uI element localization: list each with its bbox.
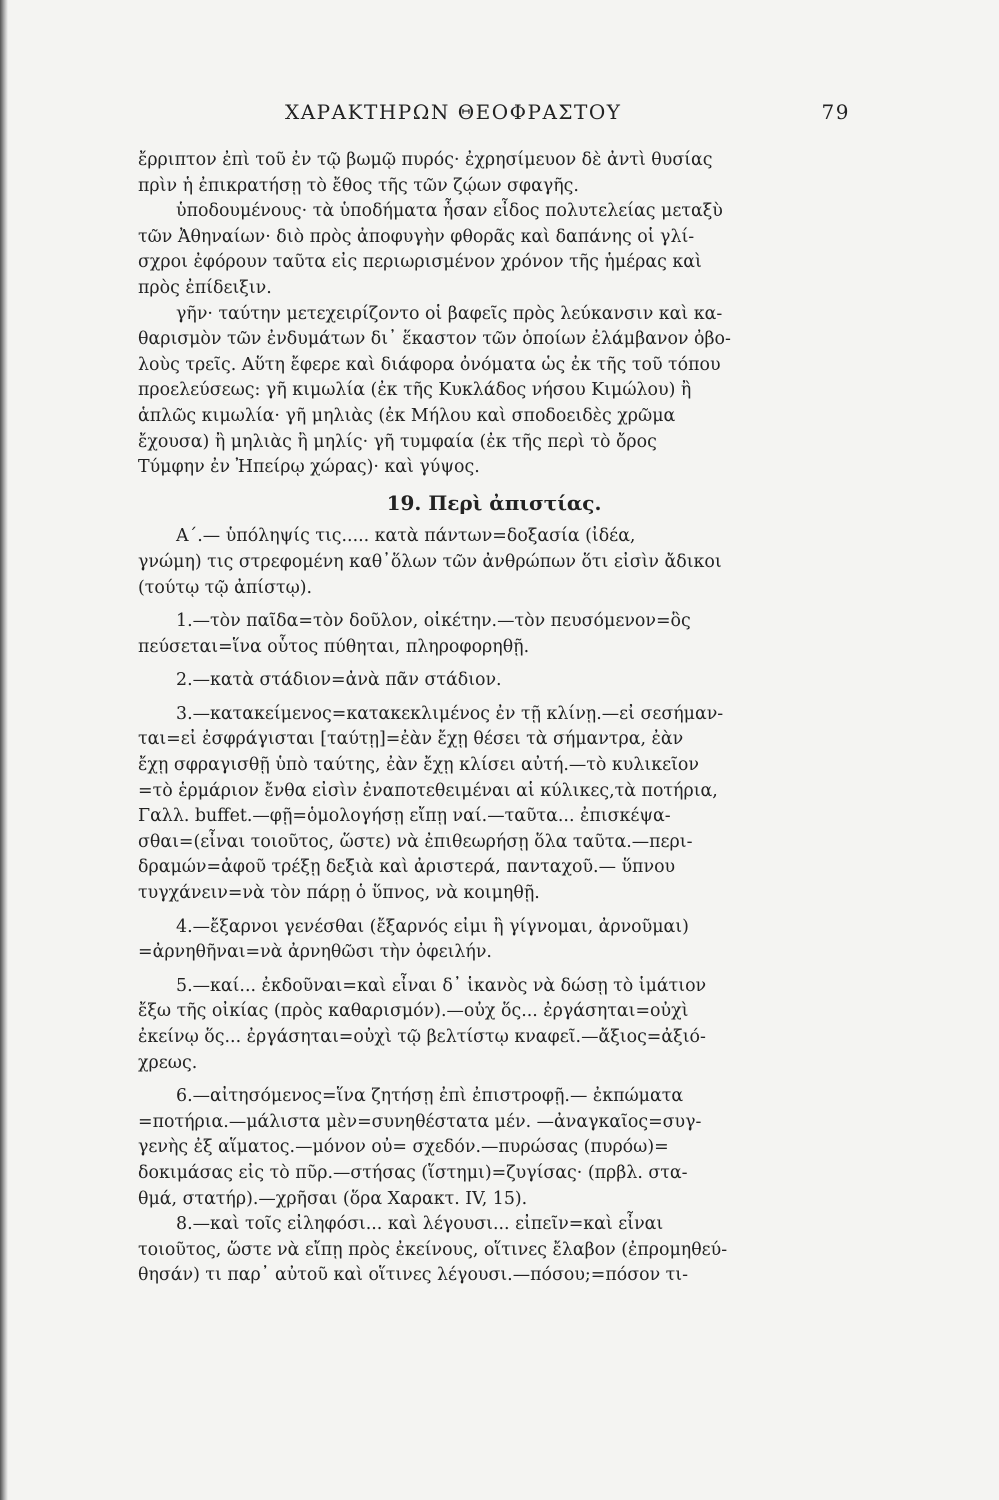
text-line: ἔχῃ σφραγισθῇ ὑπὸ ταύτης, ἐὰν ἔχῃ κλίσει αὐτή.—τὸ κυλικεῖον: [138, 755, 699, 776]
text-line: δραμών=ἀφοῦ τρέξῃ δεξιὰ καὶ ἀριστερά, πανταχοῦ.— ὕπνου: [138, 857, 676, 878]
text-line: σθαι=(εἶναι τοιοῦτος, ὥστε) νὰ ἐπιθεωρήσῃ ὅλα ταῦτα.—περι-: [138, 831, 693, 852]
text-line: 4.—ἔξαρνοι γενέσθαι (ἔξαρνός εἰμι ἢ γίγνομαι, ἀρνοῦμαι): [176, 916, 689, 937]
text-line: προελεύσεως: γῆ κιμωλία (ἐκ τῆς Κυκλάδος νήσου Κιμώλου) ἢ: [138, 380, 692, 401]
section-heading: 19. Περὶ ἀπιστίας.: [386, 490, 602, 515]
page-body: [138, 148, 850, 1289]
text-line: θησάν) τι παρ᾽ αὐτοῦ καὶ οἵτινες λέγουσι.—πόσου;=πόσον τι-: [138, 1265, 688, 1286]
text-line: σχροι ἐφόρουν ταῦτα εἰς περιωρισμένον χρόνον τῆς ἡμέρας καὶ: [138, 252, 702, 273]
text-line: θμά, στατήρ).—χρῆσαι (ὅρα Χαρακτ. IV, 15).: [138, 1188, 528, 1209]
text-line: 3.—κατακείμενος=κατακεκλιμένος ἐν τῇ κλίνῃ.—εἰ σεσήμαν-: [176, 703, 724, 724]
text-line: δοκιμάσας εἰς τὸ πῦρ.—στήσας (ἵστημι)=ζυγίσας· (πρβλ. στα-: [138, 1162, 688, 1183]
text-line: ἔξω τῆς οἰκίας (πρὸς καθαρισμόν).—οὐχ ὅς... ἐργάσηται=οὐχὶ: [138, 1001, 689, 1022]
text-line: τυγχάνειν=νὰ τὸν πάρῃ ὁ ὕπνος, νὰ κοιμηθῇ.: [138, 883, 540, 904]
running-header: [138, 96, 850, 136]
text-line: ἁπλῶς κιμωλία· γῆ μηλιὰς (ἐκ Μήλου καὶ σποδοειδὲς χρῶμα: [138, 405, 676, 426]
text-line: ται=εἰ ἐσφράγισται [ταύτῃ]=ἐὰν ἔχῃ θέσει τὰ σήμαντρα, ἐὰν: [138, 729, 684, 750]
book-page: [138, 96, 850, 1289]
text-line: =τὸ ἑρμάριον ἔνθα εἰσὶν ἐναποτεθειμέναι αἱ κύλικες,τὰ ποτήρια,: [138, 780, 718, 801]
text-line: 6.—αἰτησόμενος=ἵνα ζητήσῃ ἐπὶ ἐπιστροφῇ.— ἐκπώματα: [176, 1086, 684, 1107]
text-line: ὑποδουμένους· τὰ ὑποδήματα ἦσαν εἶδος πολυτελείας μεταξὺ: [176, 201, 723, 222]
text-line: =ποτήρια.—μάλιστα μὲν=συνηθέστατα μέν. —ἀναγκαῖος=συγ-: [138, 1111, 702, 1132]
text-line: θαρισμὸν τῶν ἐνδυμάτων δι᾽ ἕκαστον τῶν ὁποίων ἐλάμβανον ὀβο-: [138, 329, 731, 350]
text-line: τῶν Ἀθηναίων· διὸ πρὸς ἀποφυγὴν φθορᾶς καὶ δαπάνης οἱ γλί-: [138, 226, 695, 247]
text-line: χρεως.: [138, 1052, 198, 1073]
text-line: =ἀρνηθῆναι=νὰ ἀρνηθῶσι τὴν ὀφειλήν.: [138, 942, 492, 963]
text-line: λοὺς τρεῖς. Αὕτη ἔφερε καὶ διάφορα ὀνόματα ὡς ἐκ τῆς τοῦ τόπου: [138, 354, 721, 375]
text-line: Τύμφην ἐν Ἠπείρῳ χώρας)· καὶ γύψος.: [138, 457, 480, 478]
text-line: 1.—τὸν παῖδα=τὸν δοῦλον, οἰκέτην.—τὸν πευσόμενον=ὃς: [176, 611, 691, 632]
text-line: Γαλλ. buffet.—φῇ=ὁμολογήσῃ εἴπῃ ναί.—ταῦτα... ἐπισκέψα-: [138, 806, 671, 827]
text-line: γνώμη) τις στρεφομένη καθ᾽ὅλων τῶν ἀνθρώπων ὅτι εἰσὶν ἄδικοι: [138, 551, 722, 572]
text-line: ἐκείνῳ ὅς... ἐργάσηται=οὐχὶ τῷ βελτίστῳ κναφεῖ.—ἄξιος=ἀξιό-: [138, 1027, 706, 1047]
text-line: γενὴς ἐξ αἵματος.—μόνον οὐ= σχεδόν.—πυρώσας (πυρόω)=: [138, 1137, 669, 1158]
running-title: ΧΑΡΑΚΤΗΡΩΝ ΘΕΟΦΡΑΣΤΟΥ: [285, 100, 622, 124]
text-line: πρὶν ἡ ἐπικρατήσῃ τὸ ἔθος τῆς τῶν ζῴων σφαγῆς.: [138, 175, 579, 196]
text-line: 2.—κατὰ στάδιον=ἀνὰ πᾶν στάδιον.: [176, 670, 502, 691]
page-edge-shadow: [0, 0, 8, 1500]
text-line: πρὸς ἐπίδειξιν.: [138, 277, 272, 298]
text-line: ἔχουσα) ἢ μηλιὰς ἢ μηλίς· γῆ τυμφαία (ἐκ τῆς περὶ τὸ ὄρος: [138, 431, 657, 452]
text-line: γῆν· ταύτην μετεχειρίζοντο οἱ βαφεῖς πρὸς λεύκανσιν καὶ κα-: [176, 303, 723, 324]
text-line: 8.—καὶ τοῖς εἰληφόσι... καὶ λέγουσι... εἰπεῖν=καὶ εἶναι: [176, 1214, 664, 1235]
text-line: (τούτῳ τῷ ἀπίστῳ).: [138, 577, 313, 598]
page-number: 79: [821, 100, 850, 124]
text-line: πεύσεται=ἵνα οὗτος πύθηται, πληροφορηθῇ.: [138, 636, 530, 657]
text-line: ἔρριπτον ἐπὶ τοῦ ἐν τῷ βωμῷ πυρός· ἐχρησίμευον δὲ ἀντὶ θυσίας: [138, 150, 713, 170]
text-line: τοιοῦτος, ὥστε νὰ εἴπῃ πρὸς ἐκείνους, οἵτινες ἔλαβον (ἐπρομηθεύ-: [138, 1239, 728, 1260]
text-line: 5.—καί... ἐκδοῦναι=καὶ εἶναι δ᾽ ἱκανὸς νὰ δώσῃ τὸ ἱμάτιον: [176, 975, 707, 996]
text-line: Α΄.— ὑπόληψίς τις..... κατὰ πάντων=δοξασία (ἰδέα,: [176, 526, 636, 547]
